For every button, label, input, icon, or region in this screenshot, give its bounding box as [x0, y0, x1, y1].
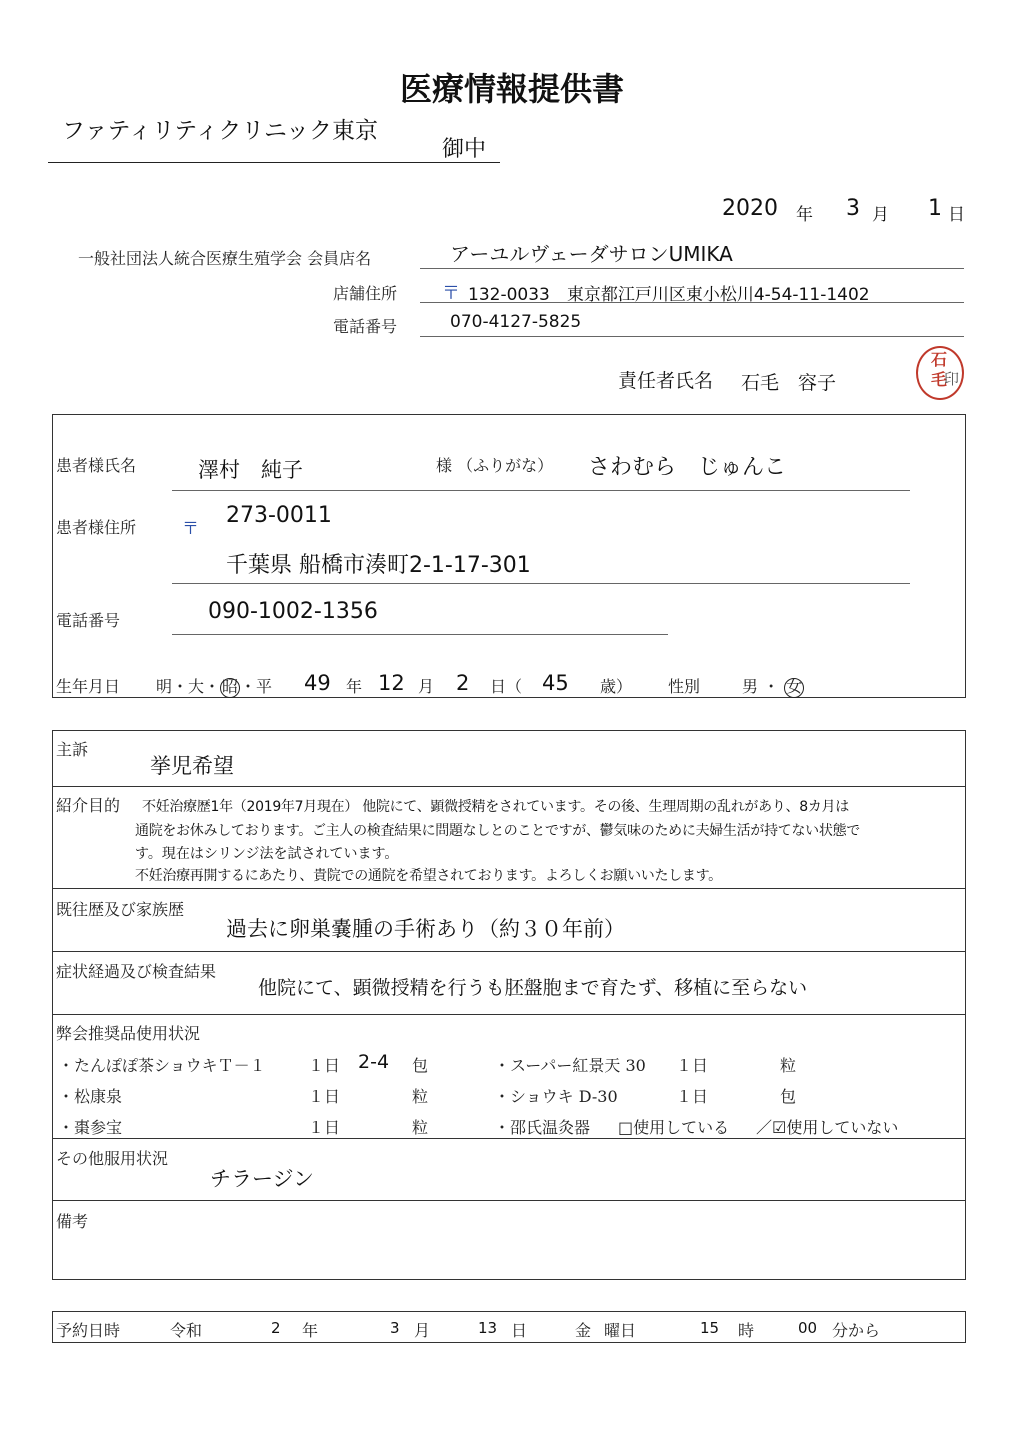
moxa-label: ・邵氏温灸器 — [494, 1118, 591, 1137]
dob-label: 生年月日 — [56, 677, 121, 696]
address-value: 132-0033 東京都江戸川区東小松川4-54-11-1402 — [468, 285, 870, 305]
appointment-day-unit: 日 — [511, 1321, 528, 1340]
sex-label: 性別 — [668, 677, 701, 696]
era-suffix: ・平 — [240, 677, 273, 696]
date-month: 3 — [846, 196, 860, 221]
product-3-name: ・棗参宝 — [58, 1118, 123, 1137]
notes-label: 備考 — [56, 1212, 89, 1231]
divider-purpose — [52, 888, 966, 889]
patient-address-label: 患者様住所 — [56, 518, 137, 537]
patient-address-underline — [172, 583, 910, 584]
product-1-unit: 包 — [412, 1056, 429, 1075]
postal-icon: 〒 — [442, 283, 460, 304]
appointment-weekday: 金 — [575, 1321, 592, 1340]
date-year-unit: 年 — [796, 205, 813, 225]
dob-year-unit: 年 — [346, 677, 363, 696]
appointment-hour: 15 — [700, 1319, 720, 1337]
purpose-line-2: 通院をお休みしております。ご主人の検査結果に問題なしとのことですが、鬱気味のために夫婦生活が持てない状態で — [135, 823, 860, 839]
appointment-label: 予約日時 — [56, 1321, 121, 1340]
patient-name-label: 患者様氏名 — [56, 456, 137, 475]
moxa-option-using: □使用している — [618, 1118, 730, 1137]
complaint-label: 主訴 — [56, 740, 89, 759]
seal-mark: 印 — [944, 370, 960, 388]
product-1-per: １日 — [308, 1056, 341, 1075]
member-value: アーユルヴェーダサロンUMIKA — [450, 242, 733, 266]
product-2-per: １日 — [308, 1087, 341, 1106]
patient-name-underline — [172, 490, 910, 491]
addressee-clinic: ファティリティクリニック東京 — [62, 118, 379, 144]
page-title: 医療情報提供書 — [399, 70, 624, 108]
product-5-unit: 包 — [780, 1087, 797, 1106]
era-selected: 昭 — [222, 677, 239, 696]
product-5-name: ・ショウキ D-30 — [494, 1087, 618, 1106]
patient-postal-value: 273-0011 — [226, 503, 332, 528]
phone-label: 電話番号 — [333, 317, 398, 336]
history-value: 過去に卵巣嚢腫の手術あり（約３０年前） — [226, 917, 625, 941]
divider-complaint — [52, 786, 966, 787]
dob-day-unit: 日（ — [490, 677, 523, 696]
appointment-year-unit: 年 — [302, 1321, 319, 1340]
moxa-option-not-using: ☑使用していない — [772, 1118, 899, 1137]
product-4-per: １日 — [676, 1056, 709, 1075]
symptoms-label: 症状経過及び検査結果 — [56, 962, 217, 981]
divider-history — [52, 951, 966, 952]
purpose-line-4: 不妊治療再開するにあたり、貴院での通院を希望されております。よろしくお願いいたします。 — [135, 868, 722, 884]
purpose-line-1: 不妊治療歴1年（2019年7月現在） 他院にて、顕微授精をされています。その後、生理周期の乱れがあり、8カ月は — [142, 799, 849, 815]
other-label: その他服用状況 — [56, 1149, 169, 1168]
sex-options — [742, 674, 804, 698]
other-value: チラージン — [210, 1167, 315, 1191]
sex-male: 男 ・ — [742, 677, 780, 696]
moxa-separator: ／ — [756, 1118, 773, 1137]
appointment-day: 13 — [478, 1319, 498, 1337]
product-4-unit: 粒 — [780, 1056, 797, 1075]
sex-selected: 女 — [786, 677, 803, 696]
date-day-unit: 日 — [948, 205, 965, 225]
dob-month: 12 — [378, 671, 405, 695]
furigana-label: 様 （ふりがな） — [436, 456, 554, 475]
responsible-value: 石毛 容子 — [741, 372, 837, 394]
symptoms-value: 他院にて、顕微授精を行うも胚盤胞まで育たず、移植に至らない — [258, 977, 808, 999]
appointment-hour-unit: 時 — [738, 1321, 755, 1340]
appointment-month: 3 — [390, 1319, 400, 1337]
product-1-name: ・たんぽぽ茶ショウキＴ－１ — [58, 1056, 266, 1075]
divider-other — [52, 1200, 966, 1201]
complaint-value: 挙児希望 — [150, 754, 234, 778]
seal-text: 石毛 — [931, 350, 948, 389]
address-underline — [420, 302, 964, 303]
patient-address-value: 千葉県 船橋市湊町2-1-17-301 — [226, 553, 531, 578]
appointment-year: 2 — [271, 1319, 281, 1337]
member-underline — [420, 268, 964, 269]
date-month-unit: 月 — [872, 205, 889, 225]
date-year: 2020 — [722, 196, 778, 221]
dob-month-unit: 月 — [418, 677, 435, 696]
product-2-unit: 粒 — [412, 1087, 429, 1106]
appointment-month-unit: 月 — [414, 1321, 431, 1340]
product-5-per: １日 — [676, 1087, 709, 1106]
phone-underline — [420, 336, 964, 337]
phone-value: 070-4127-5825 — [450, 312, 582, 332]
appointment-minute: 00 — [798, 1319, 818, 1337]
appointment-minute-unit: 分から — [832, 1321, 881, 1340]
member-label: 一般社団法人統合医療生殖学会 会員店名 — [78, 249, 372, 268]
responsible-label: 責任者氏名 — [618, 370, 714, 392]
appointment-weekday-unit: 曜日 — [604, 1321, 637, 1340]
addressee-honorific: 御中 — [442, 137, 487, 162]
patient-phone-underline — [172, 634, 668, 635]
purpose-line-3: す。現在はシリンジ法を試されています。 — [135, 846, 399, 862]
age-unit: 歳） — [600, 677, 633, 696]
product-3-unit: 粒 — [412, 1118, 429, 1137]
product-1-qty: 2-4 — [358, 1051, 390, 1073]
dob-era-options — [156, 674, 272, 698]
products-label: 弊会推奨品使用状況 — [56, 1024, 201, 1043]
history-label: 既往歴及び家族歴 — [56, 900, 185, 919]
dob-day: 2 — [456, 671, 470, 695]
product-4-name: ・スーパー紅景天 30 — [494, 1056, 646, 1075]
dob-year: 49 — [304, 671, 331, 695]
addressee-underline — [48, 162, 500, 163]
furigana-value: さわむら じゅんこ — [588, 455, 787, 480]
product-3-per: １日 — [308, 1118, 341, 1137]
divider-symptoms — [52, 1014, 966, 1015]
patient-name-value: 澤村 純子 — [198, 458, 303, 482]
era-prefix: 明・大・ — [156, 677, 221, 696]
date-day: 1 — [928, 196, 942, 221]
address-label: 店舗住所 — [333, 284, 398, 303]
age-value: 45 — [542, 671, 569, 695]
patient-phone-value: 090-1002-1356 — [208, 599, 378, 624]
product-2-name: ・松康泉 — [58, 1087, 123, 1106]
purpose-label: 紹介目的 — [56, 796, 121, 815]
divider-products — [52, 1138, 966, 1139]
patient-postal-icon: 〒 — [182, 519, 199, 539]
patient-phone-label: 電話番号 — [56, 611, 121, 630]
appointment-era: 令和 — [170, 1321, 203, 1340]
